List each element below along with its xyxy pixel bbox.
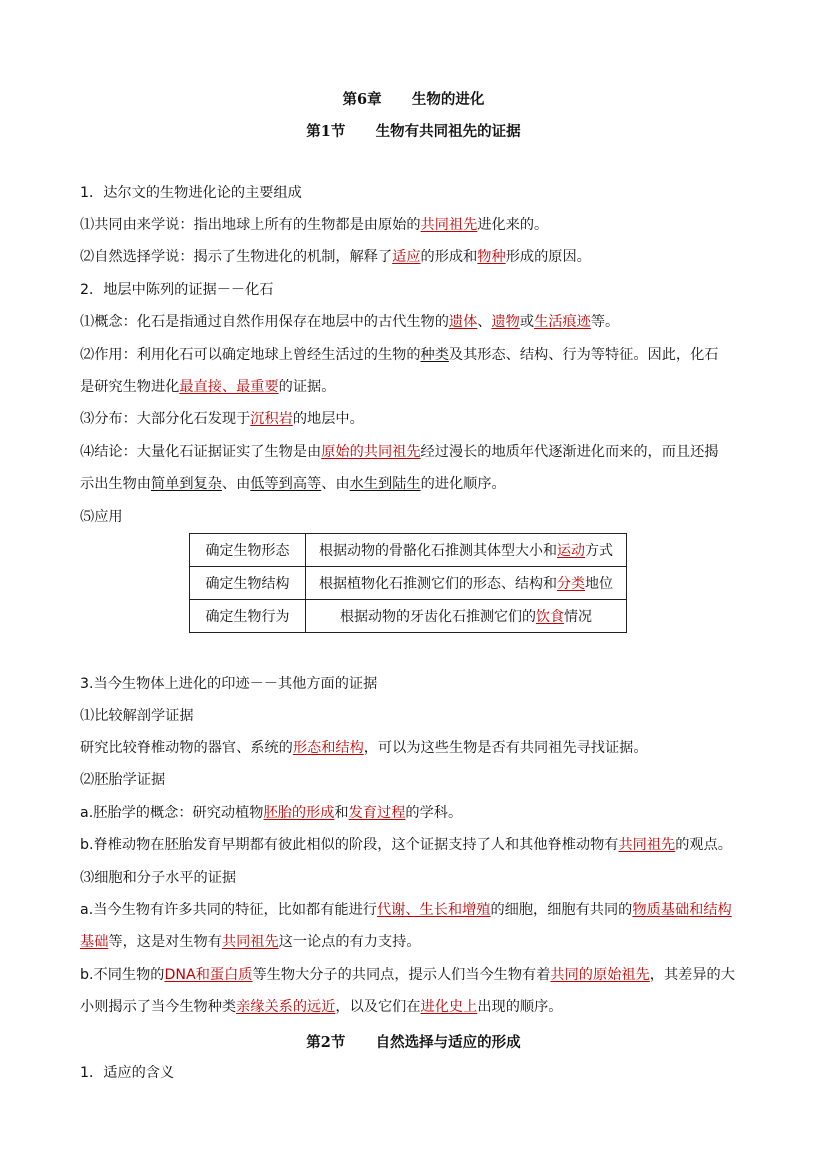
key-term: 共同祖先 [221,934,279,950]
key-term: 遗体 [448,314,478,330]
text: 的地层中。 [292,411,364,427]
table-cell [306,567,627,600]
text: ，以及它们在 [335,999,421,1015]
heading-adaptation: 1．适应的含义 [80,1065,175,1081]
table-row [190,600,627,633]
paragraph-molecular-b1 [80,965,750,985]
table-cell: 确定生物形态 [190,534,306,567]
text: 小则揭示了当今生物种类 [80,999,237,1015]
key-term: 分类 [557,576,585,592]
text: ⑷结论：大量化石证据证实了生物是由 [80,444,322,460]
key-term: 胚胎的形成 [263,805,335,821]
key-term: 生活痕迹 [534,314,591,330]
key-term: 遗物 [491,314,520,330]
text: b.脊椎动物在胚胎发育早期都有彼此相似的阶段，这个证据支持了人和其他脊椎动物有 [80,837,619,853]
key-term: 简单到复杂 [150,476,222,492]
text: a.胚胎学的概念：研究动植物 [80,805,264,821]
text: 、由 [321,476,350,492]
text: 和 [334,805,349,821]
text: ⑴共同由来学说：指出地球上所有的生物都是由原始的 [80,217,421,233]
text: 出现的顺序。 [477,999,563,1015]
text: 根据动物的骨骼化石推测其体型大小和 [319,543,557,559]
text: 及其形态、结构、行为等特征。因此，化石 [448,347,719,363]
application-table [189,533,627,633]
text: 是研究生物进化 [80,379,180,395]
paragraph-molecular-b2 [80,997,750,1017]
paragraph-concept [80,312,750,332]
text: a.当今生物有许多共同的特征，比如都有能进行 [80,902,377,918]
table-cell: 确定生物结构 [190,567,306,600]
paragraph-function-2 [80,377,750,397]
subheading-anatomy: ⑴比较解剖学证据 [80,708,194,724]
heading-2: 2．地层中陈列的证据－－化石 [80,282,274,298]
paragraph-conclusion-1 [80,442,750,462]
text: 等。 [590,314,620,330]
text: ⑵自然选择学说：揭示了生物进化的机制，解释了 [80,249,393,265]
paragraph-distribution [80,409,750,429]
text: ⑴概念：化石是指通过自然作用保存在地层中的古代生物的 [80,314,449,330]
text: ⑵作用：利用化石可以确定地球上曾经生活过的生物的 [80,347,421,363]
table-row [190,567,627,600]
text: ，其差异的大 [649,967,735,983]
table-cell: 确定生物行为 [190,600,306,633]
paragraph-natural-selection [80,247,750,267]
text: 方式 [585,543,613,559]
key-term: 适应 [392,249,421,265]
text: 进化来的。 [477,217,549,233]
key-term: 最直接、最重要 [179,379,279,395]
text: 等，这是对生物有 [108,934,222,950]
paragraph-function-1 [80,345,750,365]
key-term: 运动 [557,543,585,559]
text: 根据植物化石推测它们的形态、结构和 [319,576,557,592]
paragraph-embryology-b [80,835,750,855]
key-term: 物质基础和结构 [632,902,732,918]
subheading-molecular: ⑶细胞和分子水平的证据 [80,870,237,886]
text: 或 [519,314,535,330]
heading-1: 1．达尔文的生物进化论的主要组成 [80,185,302,201]
key-term: 共同祖先 [420,217,478,233]
key-term: 代谢、生长和增殖 [376,902,491,918]
text: 的学科。 [405,805,463,821]
text: 地位 [585,576,613,592]
key-term: 发育过程 [348,805,406,821]
text: 形成的原因。 [505,249,591,265]
table-cell [306,600,627,633]
key-term: 亲缘关系的远近 [236,999,336,1015]
text: 研究比较脊椎动物的器官、系统的 [80,740,293,756]
key-term: 低等到高等 [250,476,322,492]
text: 的观点。 [675,837,732,853]
key-term: 共同祖先 [618,837,676,853]
text: 的形成和 [420,249,478,265]
text: 这一论点的有力支持。 [278,934,421,950]
key-term: 物种 [477,249,506,265]
text: 示出生物由 [80,476,151,492]
paragraph-molecular-a1 [80,900,750,920]
section-title: 第2节 自然选择与适应的形成 [306,1034,521,1051]
text: 根据动物的牙齿化石推测它们的 [340,609,536,625]
paragraph-anatomy [80,738,750,758]
subheading-embryology: ⑵胚胎学证据 [80,772,166,788]
key-term: 基础 [80,934,109,950]
text: 情况 [564,609,592,625]
heading-3: 3.当今生物体上进化的印迹－－其他方面的证据 [80,676,378,692]
text: ⑶分布：大部分化石发现于 [80,411,251,427]
key-term: 种类 [420,347,449,363]
text: 、由 [221,476,251,492]
key-term: 形态和结构 [292,740,364,756]
key-term: 原始的共同祖先 [321,444,421,460]
key-term: 进化史上 [420,999,478,1015]
table-cell [306,534,627,567]
heading-application: ⑸应用 [80,509,123,525]
key-term: 沉积岩 [250,411,293,427]
paragraph-conclusion-2 [80,474,750,494]
paragraph-common-descent [80,215,750,235]
text: 的细胞，细胞有共同的 [490,902,633,918]
chapter-title: 第6章 生物的进化 [342,91,485,108]
text: 的证据。 [278,379,336,395]
table-row [190,534,627,567]
text: 经过漫长的地质年代逐渐进化而来的，而且还揭 [420,444,719,460]
key-term: 水生到陆生 [349,476,421,492]
key-term: DNA和蛋白质 [164,967,253,983]
paragraph-molecular-a2 [80,932,750,952]
text: ，可以为这些生物是否有共同祖先寻找证据。 [363,740,648,756]
text: 等生物大分子的共同点，提示人们当今生物有着 [252,967,551,983]
section-title: 第1节 生物有共同祖先的证据 [306,123,521,140]
text: 、 [477,314,492,330]
key-term: 饮食 [536,609,564,625]
text: b.不同生物的 [80,967,165,983]
key-term: 共同的原始祖先 [550,967,650,983]
text: 的进化顺序。 [420,476,506,492]
paragraph-embryology-a [80,803,750,823]
